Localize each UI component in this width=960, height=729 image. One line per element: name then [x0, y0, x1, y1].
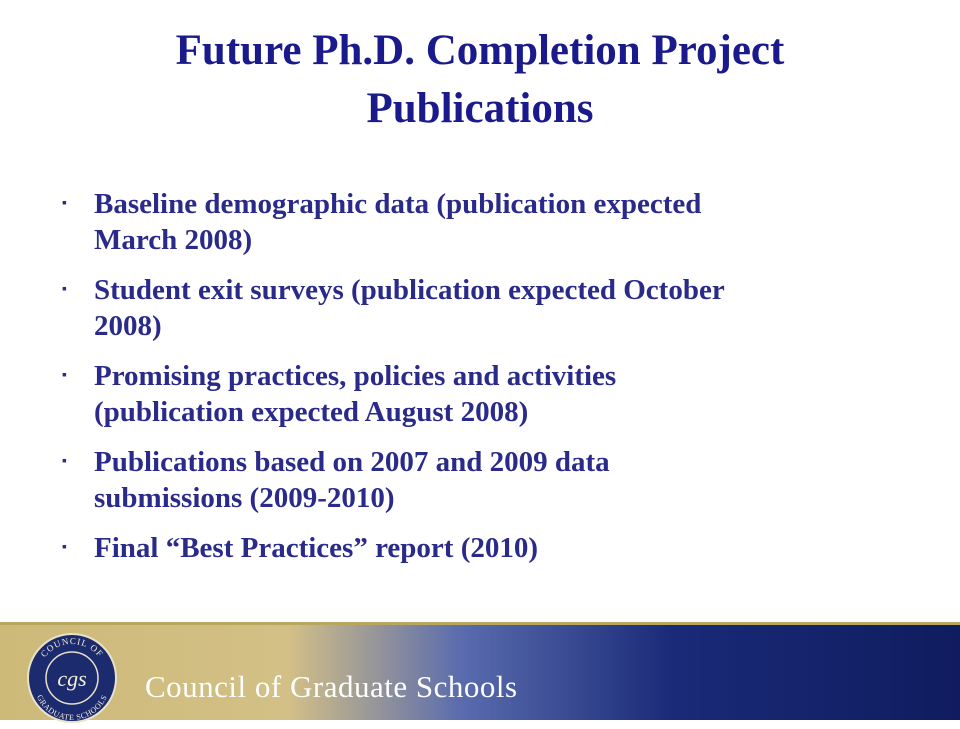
bullet-text: [94, 272, 725, 344]
bullet-item: [62, 186, 912, 258]
bullet-line: submissions (2009-2010): [94, 482, 395, 514]
bullet-line: 2008): [94, 310, 162, 342]
title-line-2: Publications: [366, 85, 594, 132]
bullet-square-icon: ▪: [62, 368, 67, 383]
bullet-line: (publication expected August 2008): [94, 396, 529, 428]
slide-title: [40, 22, 920, 138]
bullet-square-icon: ▪: [62, 196, 67, 211]
bullet-list: [62, 186, 912, 580]
bullet-line: Promising practices, policies and activities: [94, 360, 617, 392]
bullet-square-icon: ▪: [62, 454, 67, 469]
bullet-item: [62, 272, 912, 344]
bullet-line: Baseline demographic data (publication expected: [94, 188, 702, 220]
bullet-item: [62, 444, 912, 516]
bullet-text: [94, 186, 701, 258]
bullet-item: [62, 358, 912, 430]
bullet-line: Final “Best Practices” report (2010): [94, 532, 539, 564]
bullet-square-icon: ▪: [62, 282, 67, 297]
bullet-line: Student exit surveys (publication expected October: [94, 274, 725, 306]
svg-text:COUNCIL OF: COUNCIL OF: [38, 635, 106, 660]
cgs-seal-logo: [22, 632, 122, 729]
bullet-line: March 2008): [94, 224, 253, 256]
organization-name: Council of Graduate Schools: [145, 669, 518, 704]
svg-text:GRADUATE SCHOOLS: GRADUATE SCHOOLS: [34, 693, 110, 723]
bullet-square-icon: ▪: [62, 540, 67, 555]
bullet-text: [94, 530, 538, 566]
bullet-text: [94, 444, 610, 516]
bullet-item: [62, 530, 912, 566]
footer-banner: [0, 622, 960, 723]
title-line-1: Future Ph.D. Completion Project: [175, 27, 785, 74]
svg-text:cgs: cgs: [57, 666, 87, 691]
bullet-line: Publications based on 2007 and 2009 data: [94, 446, 610, 478]
bullet-text: [94, 358, 616, 430]
